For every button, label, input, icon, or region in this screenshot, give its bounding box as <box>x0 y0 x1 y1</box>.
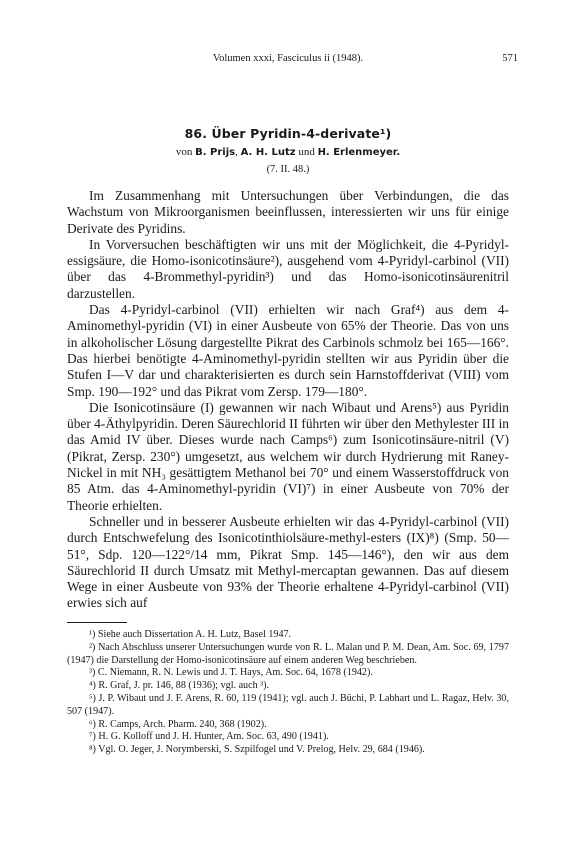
article-title: 86. Über Pyridin-4-derivate¹) <box>184 126 392 141</box>
received-date: (7. II. 48.) <box>266 164 310 175</box>
footnote: ¹) Siehe auch Dissertation A. H. Lutz, Basel 1947. <box>89 629 292 640</box>
running-header <box>0 53 576 67</box>
footnote: ²) Nach Abschluss unserer Untersuchungen wurde von R. L. Malan und P. M. Dean, Am. Soc. 69, 1797 (1947) die Darstellung der Homo-isonicotinsäure auf einem anderen Weg beschrieben. <box>67 641 509 666</box>
authors-conjunction: und <box>298 146 315 158</box>
body-paragraph: Im Zusammenhang mit Untersuchungen über Verbindungen, die das Wachstum von Mikroorganismen beeinflussen, interessierten wir uns für einige Derivate des Pyridins. <box>67 188 509 236</box>
author-name: A. H. Lutz <box>240 147 296 158</box>
footnote-divider <box>67 622 127 623</box>
body-paragraph: Die Isonicotinsäure (I) gewannen wir nach Wibaut und Arens⁵) aus Pyridin über 4-Äthylpyridin. Deren Säurechlorid II führten wir über den Methylester III in das Amid IV über. Dieses wurde nach Camps⁶) zum Isonicotinsäure-nitril (V) (Pikrat, Zersp. 230°) umgesetzt, aus welchem wir durch Hydrierung mit Raney-Nickel in mit NH₃ gesättigtem Methanol bei 70° und einem Wasserstoffdruck von 85 Atm. das 4-Aminomethyl-pyridin (VI)⁷) in einer Ausbeute von 70% der Theorie erhielten. <box>67 399 509 513</box>
footnote: ⁴) R. Graf, J. pr. 146, 88 (1936); vgl. auch ³). <box>89 680 270 692</box>
article-body <box>67 188 509 612</box>
body-paragraph: Das 4-Pyridyl-carbinol (VII) erhielten wir nach Graf⁴) aus dem 4-Aminomethyl-pyridin (VI) in einer Ausbeute von 65% der Theorie. Das von uns in alkoholischer Lösung dargestellte Pikrat des Carbinols schmolz bei 165—166°. Das hierbei benötigte 4-Aminomethyl-pyridin stellten wir aus Pyridin über die Stufen I—V dar und charakterisierten es durch sein Harnstoffderivat (VIII) vom Smp. 190—192° und das Pikrat vom Zersp. 179—180°. <box>67 302 509 399</box>
author-name: H. Erlenmeyer. <box>317 147 401 158</box>
author-name: B. Prijs <box>195 147 236 158</box>
footnote: ⁵) J. P. Wibaut und J. F. Arens, R. 60, 119 (1941); vgl. auch J. Büchi, P. Labhart und L. Ragaz, Helv. 30, 507 (1947). <box>67 692 509 717</box>
footnote: ⁸) Vgl. O. Jeger, J. Norymberski, S. Szpilfogel und V. Prelog, Helv. 29, 684 (1946). <box>89 744 425 756</box>
running-head-text: Volumen xxxi, Fasciculus ii (1948). <box>212 53 364 64</box>
body-paragraph: In Vorversuchen beschäftigten wir uns mit der Möglichkeit, die 4-Pyridyl-essigsäure, die Homo-isonicotinsäure²), ausgehend vom 4-Pyridyl-carbinol (VII) über das 4-Brommethyl-pyridin³) und das Homo-isonicotinsäurenitril darzustellen. <box>67 236 509 301</box>
authors-prefix: von <box>175 146 193 158</box>
footnotes <box>67 629 509 757</box>
body-paragraph: Schneller und in besserer Ausbeute erhielten wir das 4-Pyridyl-carbinol (VII) durch Entschwefelung des Isonicotinthiolsäure-methyl-esters (IX)⁸) (Smp. 50—51°, Sdp. 120—122°/14 mm, Pikrat Smp. 145—146°), den wir aus dem Säurechlorid II durch Umsatz mit Methyl-mercaptan gewannen. Das auf diesem Wege in einer Ausbeute von 93% der Theorie erhaltene 4-Pyridyl-carbinol (VII) erwies sich auf <box>67 513 509 611</box>
page-number: 571 <box>502 53 518 64</box>
footnote: ⁷) H. G. Kolloff und J. H. Hunter, Am. Soc. 63, 490 (1941). <box>89 731 329 743</box>
author-line: von B. Prijs, A. H. Lutz und H. Erlenmeyer. <box>175 146 401 158</box>
footnote: ⁶) R. Camps, Arch. Pharm. 240, 368 (1902). <box>89 718 267 730</box>
footnote: ³) C. Niemann, R. N. Lewis und J. T. Hays, Am. Soc. 64, 1678 (1942). <box>89 667 373 679</box>
